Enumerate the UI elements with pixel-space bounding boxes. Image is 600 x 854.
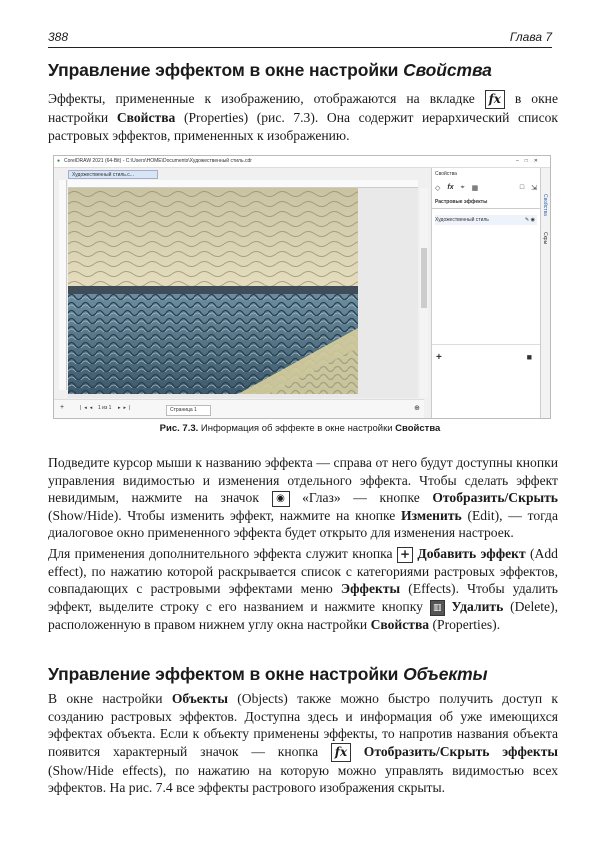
para-text: (Edit), — тогда диалоговое окно примененного эффекта будет открыто для изменения настроек.: [48, 507, 558, 541]
divider: [432, 208, 540, 209]
heading-text: Управление эффектом в окне настройки: [48, 664, 404, 684]
effect-name: Художественный стиль: [435, 217, 489, 223]
caption-text: Информация об эффекте в окне настройки: [200, 423, 393, 434]
divider: [432, 344, 540, 345]
fx-icon: fx: [331, 743, 351, 762]
side-tab-properties[interactable]: Свойства: [542, 194, 548, 216]
figure-screenshot: [53, 155, 551, 419]
para-bold: Объекты: [171, 691, 228, 706]
page-counter: 1 из 1: [98, 405, 112, 411]
para-bold: Удалить: [451, 598, 504, 614]
heading-text: Управление эффектом в окне настройки: [48, 60, 404, 80]
docker-title: Свойства: [435, 171, 457, 177]
para-text: Эффекты, примененные к изображению, отображаются на вкладке: [48, 91, 475, 106]
chapter-label: Глава 7: [509, 30, 552, 44]
para-bold: Свойства: [370, 616, 430, 632]
vertical-ruler: [59, 180, 67, 390]
para-text: (Properties).: [432, 616, 501, 632]
artwork-image[interactable]: [68, 188, 358, 394]
para-bold: Эффекты: [340, 581, 401, 597]
delete-icon[interactable]: ■: [526, 352, 532, 362]
edit-eye-icons[interactable]: ✎ ◉: [525, 217, 535, 223]
caption-bold: Свойства: [395, 423, 441, 434]
figure-caption: [0, 423, 600, 434]
trash-icon: ▥: [430, 600, 445, 616]
side-tab-hidden[interactable]: Скры: [542, 232, 548, 245]
docker-tabs: [435, 184, 537, 194]
para-text: в окне настройки: [48, 91, 558, 126]
pin-icon[interactable]: ⇲: [531, 185, 537, 192]
window-title: CorelDRAW 2021 (64-Bit) - C:\Users\HOME\Documents\Художественный стиль.cdr: [64, 158, 252, 164]
properties-docker: [431, 168, 540, 418]
page-navigator: [54, 399, 424, 418]
page-nav-arrows-icon[interactable]: |◂◂: [80, 405, 96, 411]
para-text: (Show/Hide effects), по нажатию на которую можно управлять видимостью всех эффектов. На рис. 7.4 все эффекты растрового изображения скрыты.: [48, 762, 558, 796]
add-effect-icon[interactable]: +: [436, 352, 442, 363]
paragraph-2: [48, 454, 558, 542]
docker-side-tabs: [540, 168, 551, 418]
paragraph-3: [48, 545, 558, 633]
para-bold: Добавить эффект: [417, 546, 526, 561]
page-number: 388: [48, 30, 69, 44]
para-text: «Глаз» — кнопке: [302, 490, 420, 505]
heading-italic: Объекты: [403, 664, 488, 684]
document-tab[interactable]: Художественный стиль.c...: [68, 170, 158, 179]
vertical-scrollbar[interactable]: [420, 188, 428, 398]
horizontal-ruler: [68, 180, 418, 188]
paragraph-4: [48, 690, 558, 797]
heading-italic: Свойства: [403, 60, 492, 80]
para-text: (Add effect), по нажатию которой раскрывается список с категориями растровых эффектов, совпадающих с растровыми эффектами меню: [48, 546, 558, 597]
window-controls-icon[interactable]: –□✕: [516, 158, 544, 164]
transparency-tab-icon[interactable]: ▦: [471, 185, 479, 192]
header-rule: [48, 47, 552, 48]
zoom-icon[interactable]: ⊕: [414, 405, 420, 412]
para-text: (Effects). Чтобы удалить эффект, выделите строку с его названием и нажмите кнопку: [48, 581, 558, 614]
add-page-icon[interactable]: +: [60, 404, 65, 411]
app-titlebar: [54, 156, 550, 168]
page-nav-forward-icon[interactable]: ▸▸|: [118, 405, 134, 411]
page-tab[interactable]: Страница 1: [166, 405, 211, 416]
para-text: В окне настройки: [48, 691, 163, 706]
frame-icon[interactable]: □: [519, 184, 525, 191]
paragraph-1: [48, 90, 558, 144]
para-bold: Отобразить/Скрыть эффекты: [363, 743, 559, 759]
para-bold: Свойства: [116, 110, 176, 126]
fx-tab-icon[interactable]: fx: [447, 184, 454, 191]
para-text: Для применения дополнительного эффекта служит кнопка: [48, 546, 393, 561]
caption-number: Рис. 7.3.: [159, 423, 199, 434]
para-text: (Show/Hide). Чтобы изменить эффект, нажмите на кнопке: [48, 507, 396, 523]
para-text: (Objects) также можно быстро получить доступ к созданию растровых эффектов. Доступна здесь и информация об уже имеющихся эффектах объекта. Если к объекту применены эффекты, то напротив названия объекта появится характерный значок — кнопка: [48, 691, 558, 759]
outline-tab-icon[interactable]: ◇: [435, 185, 441, 192]
para-bold: Отобразить/Скрыть: [432, 490, 558, 505]
effects-section-label: Растровые эффекты: [435, 199, 488, 205]
para-text: Подведите курсор мыши к названию эффекта — справа от него будут доступны кнопки управления видимостью и изменения отдельного эффекта. Чтобы сделать эффект невидимым, нажмите на значок: [48, 455, 558, 505]
drawing-canvas[interactable]: [68, 188, 418, 398]
scroll-thumb[interactable]: [421, 248, 427, 308]
crop-tab-icon[interactable]: ⌖: [460, 184, 465, 191]
add-effect-icon: +: [397, 547, 413, 563]
running-header: [48, 30, 552, 48]
app-logo-icon: ●: [57, 158, 61, 164]
section-heading-properties: [48, 60, 560, 81]
fx-icon: fx: [485, 90, 505, 109]
para-bold: Изменить: [401, 507, 462, 523]
effect-row[interactable]: [435, 215, 537, 225]
eye-icon: ◉: [272, 491, 290, 507]
para-text: (Properties) (рис. 7.3). Она содержит иерархический список растровых эффектов, примененных к изображению.: [48, 110, 559, 143]
para-text: (Delete), расположенную в правом нижнем углу окна настройки: [48, 598, 558, 632]
section-heading-objects: [48, 664, 560, 685]
